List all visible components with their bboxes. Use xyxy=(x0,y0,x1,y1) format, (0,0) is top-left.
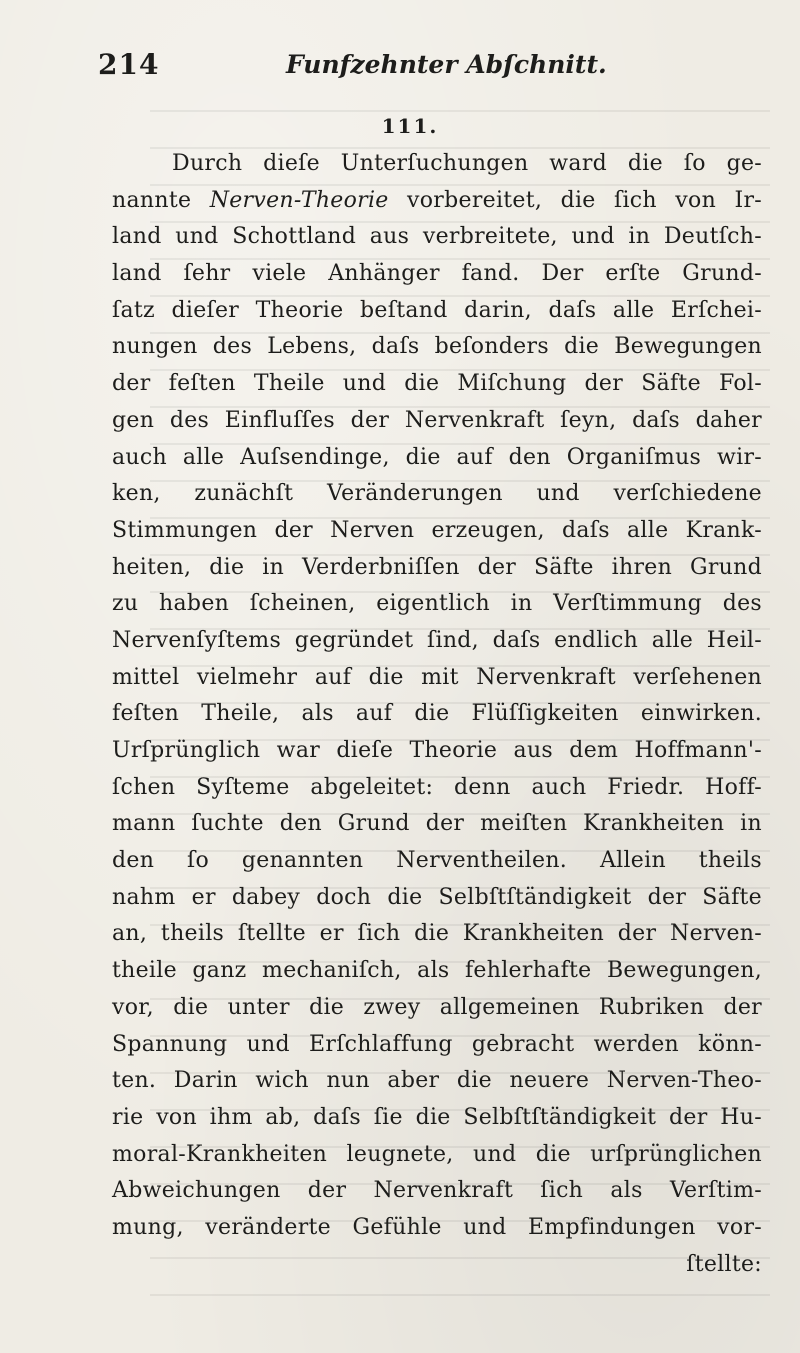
text-line: Spannung und Erſchlaffung gebracht werden könn- xyxy=(112,1031,762,1057)
section-number: 111. xyxy=(381,114,439,138)
text-line: auch alle Auſsendinge, die auf den Organiſmus wir- xyxy=(112,444,762,470)
text-line: feſten Theile, als auf die Flüſſigkeiten einwirken. xyxy=(112,701,762,727)
page-header xyxy=(98,48,658,88)
running-head: Funfzehnter Abſchnitt. xyxy=(286,50,607,79)
text-line: Nervenſyſtems gegründet ſind, daſs endlich alle Heil- xyxy=(112,627,762,653)
text-line: der feſten Theile und die Miſchung der Säfte Fol- xyxy=(112,371,762,397)
text-line: mung, veränderte Gefühle und Empfindungen vor- xyxy=(112,1214,762,1240)
text-line: land ſehr viele Anhänger fand. Der erſte Grund- xyxy=(112,261,762,287)
text-line: moral-Krankheiten leugnete, und die urſprünglichen xyxy=(112,1141,762,1167)
text-line: ſatz dieſer Theorie beſtand darin, daſs alle Erſchei- xyxy=(112,297,762,323)
text-line: Stimmungen der Nerven erzeugen, daſs alle Krank- xyxy=(112,517,762,543)
page-number: 214 xyxy=(98,48,160,81)
text-line: nannte Nerven-Theorie vorbereitet, die ſich von Ir- xyxy=(112,187,762,213)
text-line: heiten, die in Verderbniſſen der Säfte ihren Grund xyxy=(112,554,762,580)
text-line: Durch dieſe Unterſuchungen ward die ſo ge- xyxy=(172,151,762,176)
text-line: nungen des Lebens, daſs beſonders die Bewegungen xyxy=(112,334,762,360)
text-line: Abweichungen der Nervenkraft ſich als Verſtim- xyxy=(112,1178,762,1204)
text-line: zu haben ſcheinen, eigentlich in Verſtimmung des xyxy=(112,591,762,617)
text-line: ken, zunächſt Veränderungen und verſchiedene xyxy=(112,481,762,507)
text-line: an, theils ſtellte er ſich die Krankheiten der Nerven- xyxy=(112,921,762,947)
text-line: theile ganz mechaniſch, als fehlerhafte Bewegungen, xyxy=(112,958,762,984)
text-line: rie von ihm ab, daſs ſie die Selbſtſtändigkeit der Hu- xyxy=(112,1104,762,1130)
text-line: vor, die unter die zwey allgemeinen Rubriken der xyxy=(112,994,762,1020)
text-line: den ſo genannten Nerventheilen. Allein theils xyxy=(112,848,762,874)
text-line: land und Schottland aus verbreitete, und in Deutſch- xyxy=(112,224,762,250)
text-line: mann ſuchte den Grund der meiſten Krankheiten in xyxy=(112,811,762,837)
body-text xyxy=(112,146,762,1283)
text-line: ſtellte: xyxy=(686,1251,762,1277)
text-line: mittel vielmehr auf die mit Nervenkraft verſehenen xyxy=(112,664,762,690)
text-line: ſchen Syſteme abgeleitet: denn auch Friedr. Hoff- xyxy=(112,774,762,800)
text-line: ten. Darin wich nun aber die neuere Nerven-Theo- xyxy=(112,1068,762,1094)
text-line: gen des Einfluſſes der Nervenkraft ſeyn, daſs daher xyxy=(112,407,762,433)
italic-term: Nerven-Theorie xyxy=(209,187,389,213)
text-line: nahm er dabey doch die Selbſtſtändigkeit der Säfte xyxy=(112,884,762,910)
text-line: Urſprünglich war dieſe Theorie aus dem Hoffmann'- xyxy=(112,738,762,763)
